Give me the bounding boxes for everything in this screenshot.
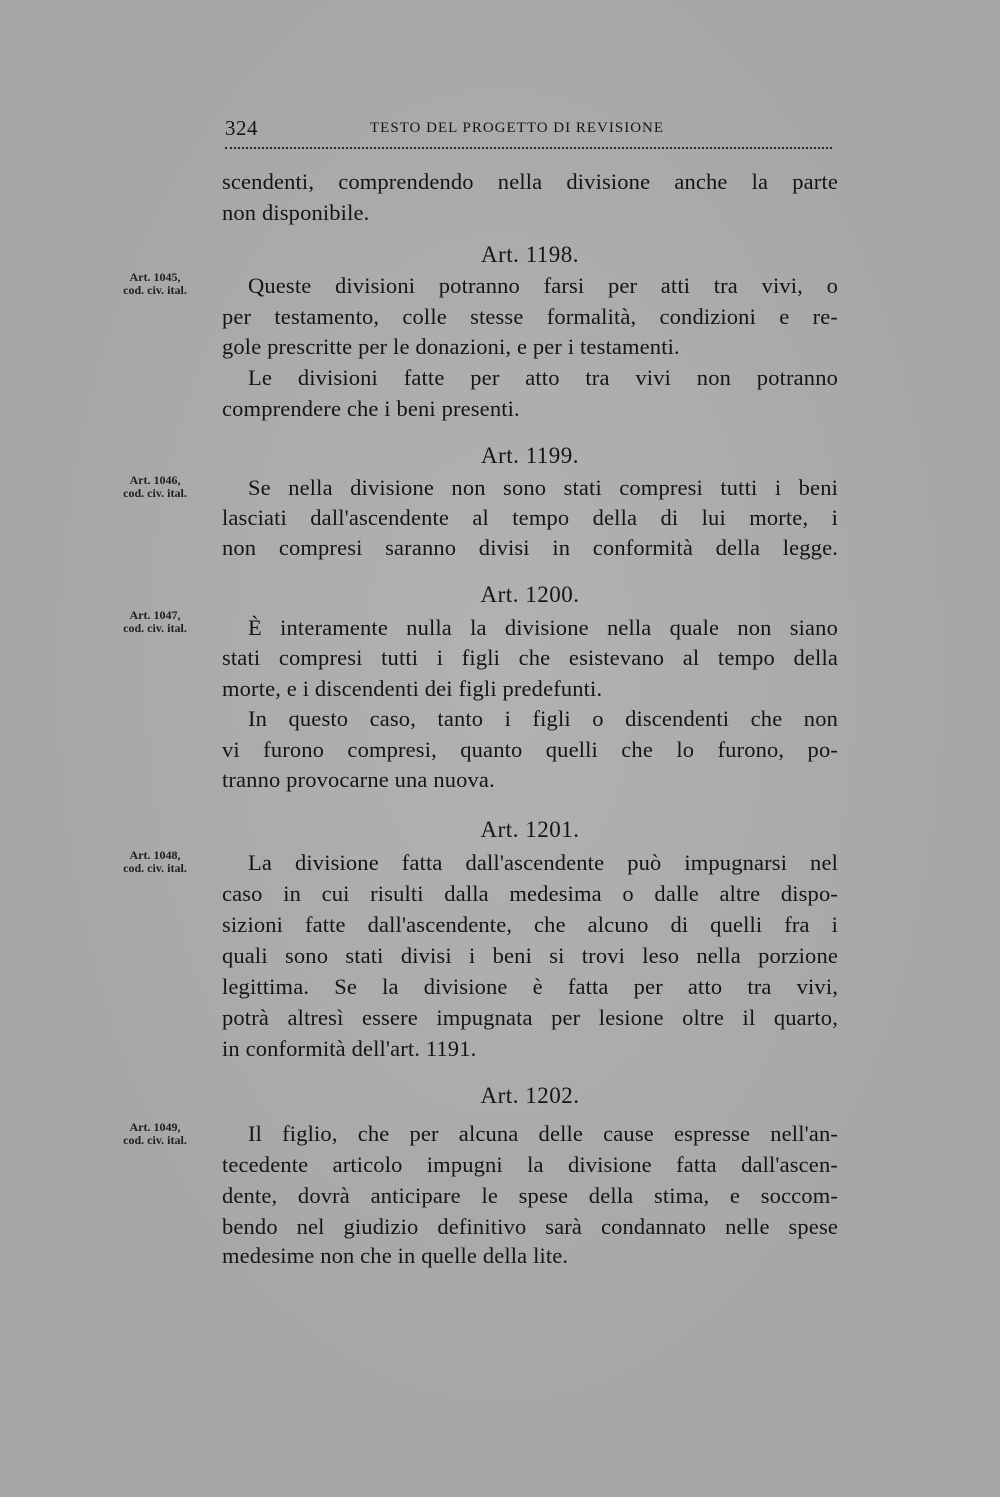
margin-note	[100, 1121, 210, 1147]
page-header	[225, 116, 832, 148]
article-heading: Art. 1200.	[480, 582, 580, 607]
margin-note-line: cod. civ. ital.	[123, 621, 187, 635]
text-line: tranno provocarne una nuova.	[222, 767, 495, 792]
text-line: quali sono stati divisi i beni si trovi leso nella porzione	[222, 943, 838, 968]
page-number: 324	[225, 116, 258, 140]
text-line: non disponibile.	[222, 200, 370, 225]
article-heading: Art. 1198.	[480, 242, 580, 267]
text-line: sizioni fatte dall'ascendente, che alcuno di quelli fra i	[222, 912, 838, 937]
margin-note-line: cod. civ. ital.	[123, 1133, 187, 1147]
running-title: TESTO DEL PROGETTO DI REVISIONE	[370, 120, 665, 136]
article-heading: Art. 1201.	[480, 817, 580, 842]
text-line: tecedente articolo impugni la divisione fatta dall'ascen-	[222, 1152, 838, 1177]
margin-note	[100, 474, 210, 500]
margin-note	[100, 271, 210, 297]
margin-note-line: Art. 1047,	[129, 608, 181, 622]
article-heading: Art. 1202.	[480, 1083, 580, 1108]
text-line: lasciati dall'ascendente al tempo della di lui morte, i	[222, 505, 838, 530]
margin-note-line: cod. civ. ital.	[123, 861, 187, 875]
text-line: Il figlio, che per alcuna delle cause espresse nell'an-	[248, 1121, 838, 1146]
margin-note	[100, 849, 210, 875]
text-line: non compresi saranno divisi in conformità della legge.	[222, 535, 838, 560]
text-line: per testamento, colle stesse formalità, condizioni e re-	[222, 304, 838, 329]
text-line: gole prescritte per le donazioni, e per i testamenti.	[222, 334, 680, 359]
text-line: vi furono compresi, quanto quelli che lo furono, po-	[222, 737, 838, 762]
text-line: medesime non che in quelle della lite.	[222, 1243, 569, 1268]
margin-note-line: cod. civ. ital.	[123, 283, 187, 297]
margin-note-line: cod. civ. ital.	[123, 486, 187, 500]
text-line: stati compresi tutti i figli che esistevano al tempo della	[222, 645, 838, 670]
text-line: morte, e i discendenti dei figli predefunti.	[222, 676, 603, 701]
margin-note-line: Art. 1045,	[129, 270, 181, 284]
text-line: caso in cui risulti dalla medesima o dalle altre dispo-	[222, 881, 838, 906]
text-line: Le divisioni fatte per atto tra vivi non potranno	[248, 365, 838, 390]
text-line: comprendere che i beni presenti.	[222, 396, 520, 421]
text-line: Se nella divisione non sono stati compresi tutti i beni	[248, 475, 838, 500]
text-line: potrà altresì essere impugnata per lesione oltre il quarto,	[222, 1005, 838, 1030]
article-heading: Art. 1199.	[480, 443, 580, 468]
header-rule	[225, 147, 832, 149]
text-line: È interamente nulla la divisione nella quale non siano	[248, 615, 838, 640]
margin-note	[100, 609, 210, 635]
text-line: dente, dovrà anticipare le spese della stima, e soccom-	[222, 1183, 838, 1208]
text-line: legittima. Se la divisione è fatta per atto tra vivi,	[222, 974, 838, 999]
margin-note-line: Art. 1046,	[129, 473, 181, 487]
text-line: in conformità dell'art. 1191.	[222, 1036, 477, 1061]
margin-note-line: Art. 1048,	[129, 848, 181, 862]
text-line: In questo caso, tanto i figli o discendenti che non	[248, 706, 838, 731]
margin-note-line: Art. 1049,	[129, 1120, 181, 1134]
text-line: scendenti, comprendendo nella divisione anche la parte	[222, 169, 838, 194]
text-line: Queste divisioni potranno farsi per atti tra vivi, o	[248, 273, 838, 298]
text-line: La divisione fatta dall'ascendente può impugnarsi nel	[248, 850, 838, 875]
text-line: bendo nel giudizio definitivo sarà condannato nelle spese	[222, 1214, 838, 1239]
